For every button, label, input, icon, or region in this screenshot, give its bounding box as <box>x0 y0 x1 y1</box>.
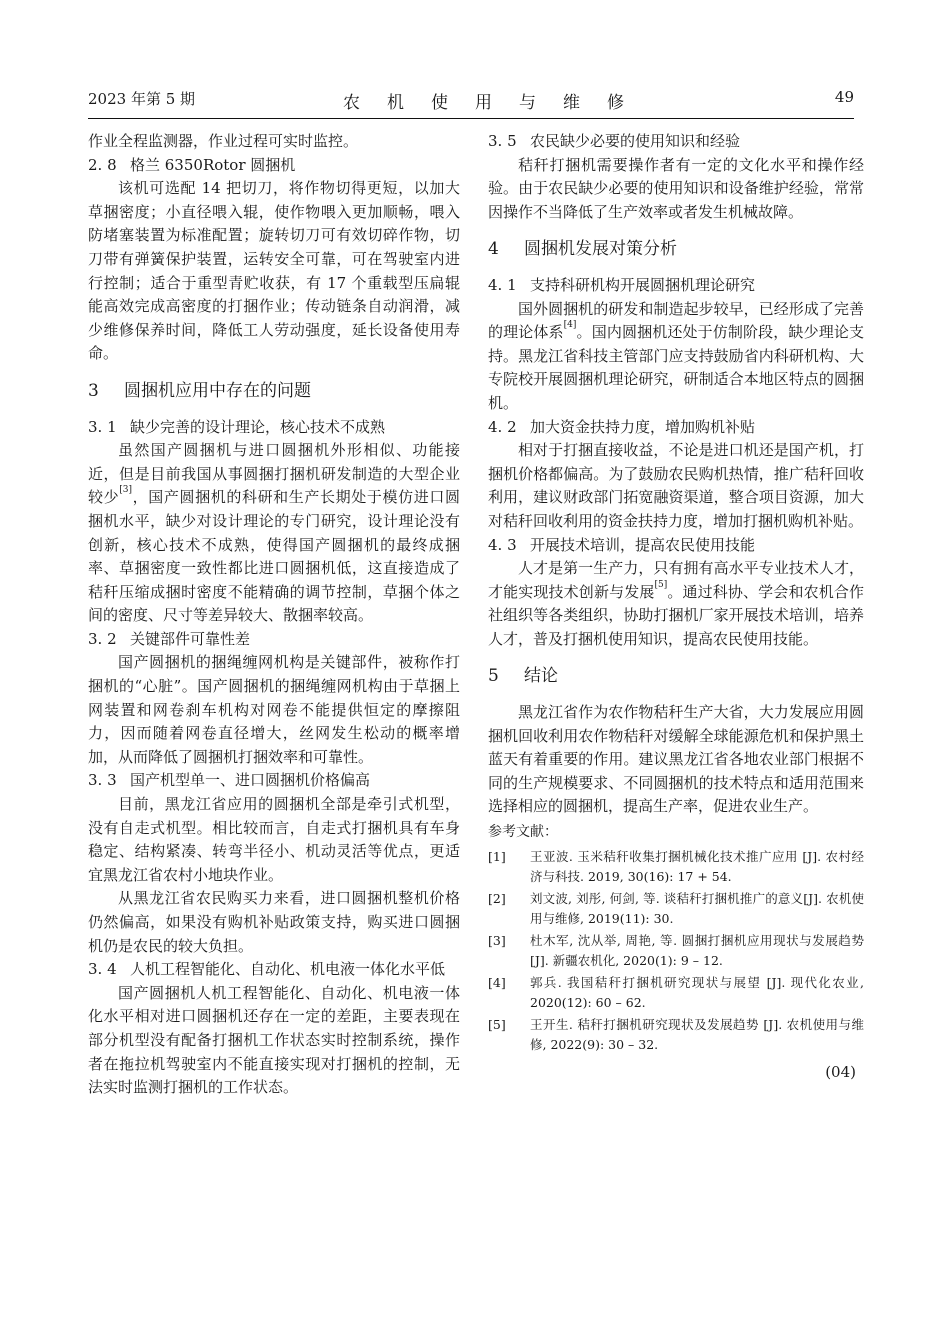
section-4-heading: 4 圆捆机发展对策分析 <box>488 239 677 260</box>
paragraph: 秸秆打捆机需要操作者有一定的文化水平和操作经验。由于农民缺少必要的使用知识和设备维护经验，常常因操作不当降低了生产效率或者发生机械故障。 <box>488 155 864 221</box>
section-2-8-heading: 2. 8 格兰 6350Rotor 圆捆机 <box>88 155 296 174</box>
section-4-3-heading: 4. 3 开展技术培训，提高农民使用技能 <box>488 535 756 554</box>
citation[interactable]: [3] <box>119 485 132 496</box>
section-3-3-heading: 3. 3 国产机型单一、进口圆捆机价格偏高 <box>88 771 371 790</box>
citation[interactable]: [5] <box>654 579 668 590</box>
paragraph: 目前，黑龙江省应用的圆捆机全部是牵引式机型，没有自走式机型。相比较而言，自走式打捆机具有车身稳定、结构紧凑、转弯半径小、机动灵活等优点，更适宜黑龙江省农村小地块作业。 <box>88 795 460 884</box>
reference-item: [5] 王开生. 秸秆打捆机研究现状及发展趋势 [J]. 农机使用与维修, 2022(9): 30 – 32. <box>488 1016 864 1052</box>
section-4-2-heading: 4. 2 加大资金扶持力度，增加购机补贴 <box>488 417 756 436</box>
paragraph: 相对于打捆直接收益，不论是进口机还是国产机，打捆机价格都偏高。为了鼓励农民购机热情，推广秸秆回收利用，建议财政部门拓宽融资渠道，整合项目资源，加大对秸秆回收利用的资金扶持力度，增加打捆机购机补贴。 <box>488 441 864 530</box>
header-rule <box>88 118 854 119</box>
section-4-1-heading: 4. 1 支持科研机构开展圆捆机理论研究 <box>488 275 756 294</box>
right-column <box>488 130 864 1084</box>
article-code: (04) <box>825 1062 856 1081</box>
reference-item: [3] 杜木军, 沈从举, 周艳, 等. 圆捆打捆机应用现状与发展趋势 [J]. 新疆农机化, 2020(1): 9 – 12. <box>488 932 864 968</box>
reference-item: [2] 刘文波, 刘彤, 何剑, 等. 谈秸秆打捆机推广的意义[J]. 农机使用与维修, 2019(11): 30. <box>488 890 864 926</box>
paragraph: 人才是第一生产力，只有拥有高水平专业技术人才，才能实现技术创新与发展[5]。通过科协、学会和农机合作社组织等各类组织，协助打捆机厂家开展技术培训，培养人才，普及打捆机使用知识，提高农民使用技能。 <box>488 559 864 648</box>
section-3-4-heading: 3. 4 人机工程智能化、自动化、机电液一体化水平低 <box>88 960 446 979</box>
paragraph: 黑龙江省作为农作物秸秆生产大省，大力发展应用圆捆机回收利用农作物秸秆对缓解全球能源危机和保护黑土蓝天有着重要的作用。建议黑龙江省各地农业部门根据不同的生产规模要求、不同圆捆机的技术特点和适用范围来选择相应的圆捆机，提高生产率，促进农业生产。 <box>488 703 864 816</box>
paragraph: 国产圆捆机人机工程智能化、自动化、机电液一体化水平相对进口圆捆机还存在一定的差距，主要表现在部分机型没有配备打捆机工作状态实时控制系统，操作者在拖拉机驾驶室内不能直接实现对打捆机的控制，无法实时监测打捆机的工作状态。 <box>88 983 460 1097</box>
issue-label: 2023 年第 5 期 <box>88 90 196 108</box>
paragraph: 虽然国产圆捆机与进口圆捆机外形相似、功能接近，但是目前我国从事圆捆打捆机研发制造的大型企业较少[3]，国产圆捆机的科研和生产长期处于模仿进口圆捆机水平，缺少对设计理论的专门研究，设计理论没有创新，核心技术不成熟，使得国产圆捆机的最终成捆率、草捆密度一致性都比进口圆捆机低，这直接造成了秸秆压缩成捆时密度不能精确的调节控制，草捆个体之间的密度、尺寸等差异较大、散捆率较高。 <box>88 441 460 625</box>
section-3-1-heading: 3. 1 缺少完善的设计理论，核心技术不成熟 <box>88 417 386 436</box>
section-3-heading: 3 圆捆机应用中存在的问题 <box>88 380 311 401</box>
paragraph: 作业全程监测器，作业过程可实时监控。 <box>88 132 359 150</box>
section-3-5-heading: 3. 5 农民缺少必要的使用知识和经验 <box>488 132 741 150</box>
section-5-heading: 5 结论 <box>488 666 558 687</box>
references-title: 参考文献： <box>488 824 558 841</box>
page-number: 49 <box>834 88 854 106</box>
citation[interactable]: [4] <box>563 320 577 331</box>
paragraph: 从黑龙江省农民购买力来看，进口圆捆机整机价格仍然偏高，如果没有购机补贴政策支持，购买进口圆捆机仍是农民的较大负担。 <box>88 889 460 955</box>
paragraph: 该机可选配 14 把切刀，将作物切得更短，以加大草捆密度；小直径喂入辊，使作物喂入更加顺畅，喂入防堵塞装置为标准配置；旋转切刀可有效切碎作物，切刀带有弹簧保护装置，运转安全可靠，可在驾驶室内进行控制；适合于重型青贮收获，有 17 个重载型压扁辊能高效完成高密度的打捆作业；传动链条自动润滑，减少维修保养时间，降低工人劳动强度，延长设备使用寿命。 <box>88 179 460 363</box>
journal-title: 农机使用与维修 <box>343 93 651 113</box>
reference-item: [1] 王亚波. 玉米秸秆收集打捆机械化技术推广应用 [J]. 农村经济与科技. 2019, 30(16): 17 + 54. <box>488 848 864 884</box>
left-column <box>88 130 460 1100</box>
paragraph: 国外圆捆机的研发和制造起步较早，已经形成了完善的理论体系[4]。国内圆捆机还处于仿制阶段，缺少理论支持。黑龙江省科技主管部门应支持鼓励省内科研机构、大专院校开展圆捆机理论研究，研制适合本地区特点的圆捆机。 <box>488 299 864 412</box>
reference-item: [4] 郭兵. 我国秸秆打捆机研究现状与展望 [J]. 现代化农业, 2020(12): 60 – 62. <box>488 974 864 1010</box>
page-header <box>88 88 854 114</box>
section-3-2-heading: 3. 2 关键部件可靠性差 <box>88 629 251 648</box>
paragraph: 国产圆捆机的捆绳缠网机构是关键部件，被称作打捆机的“心脏”。国产圆捆机的捆绳缠网机构由于草捆上网装置和网卷刹车机构对网卷不能提供恒定的摩擦阻力，因而随着网卷直径增大，丝网发生松动的概率增加，从而降低了圆捆机打捆效率和可靠性。 <box>88 653 460 766</box>
